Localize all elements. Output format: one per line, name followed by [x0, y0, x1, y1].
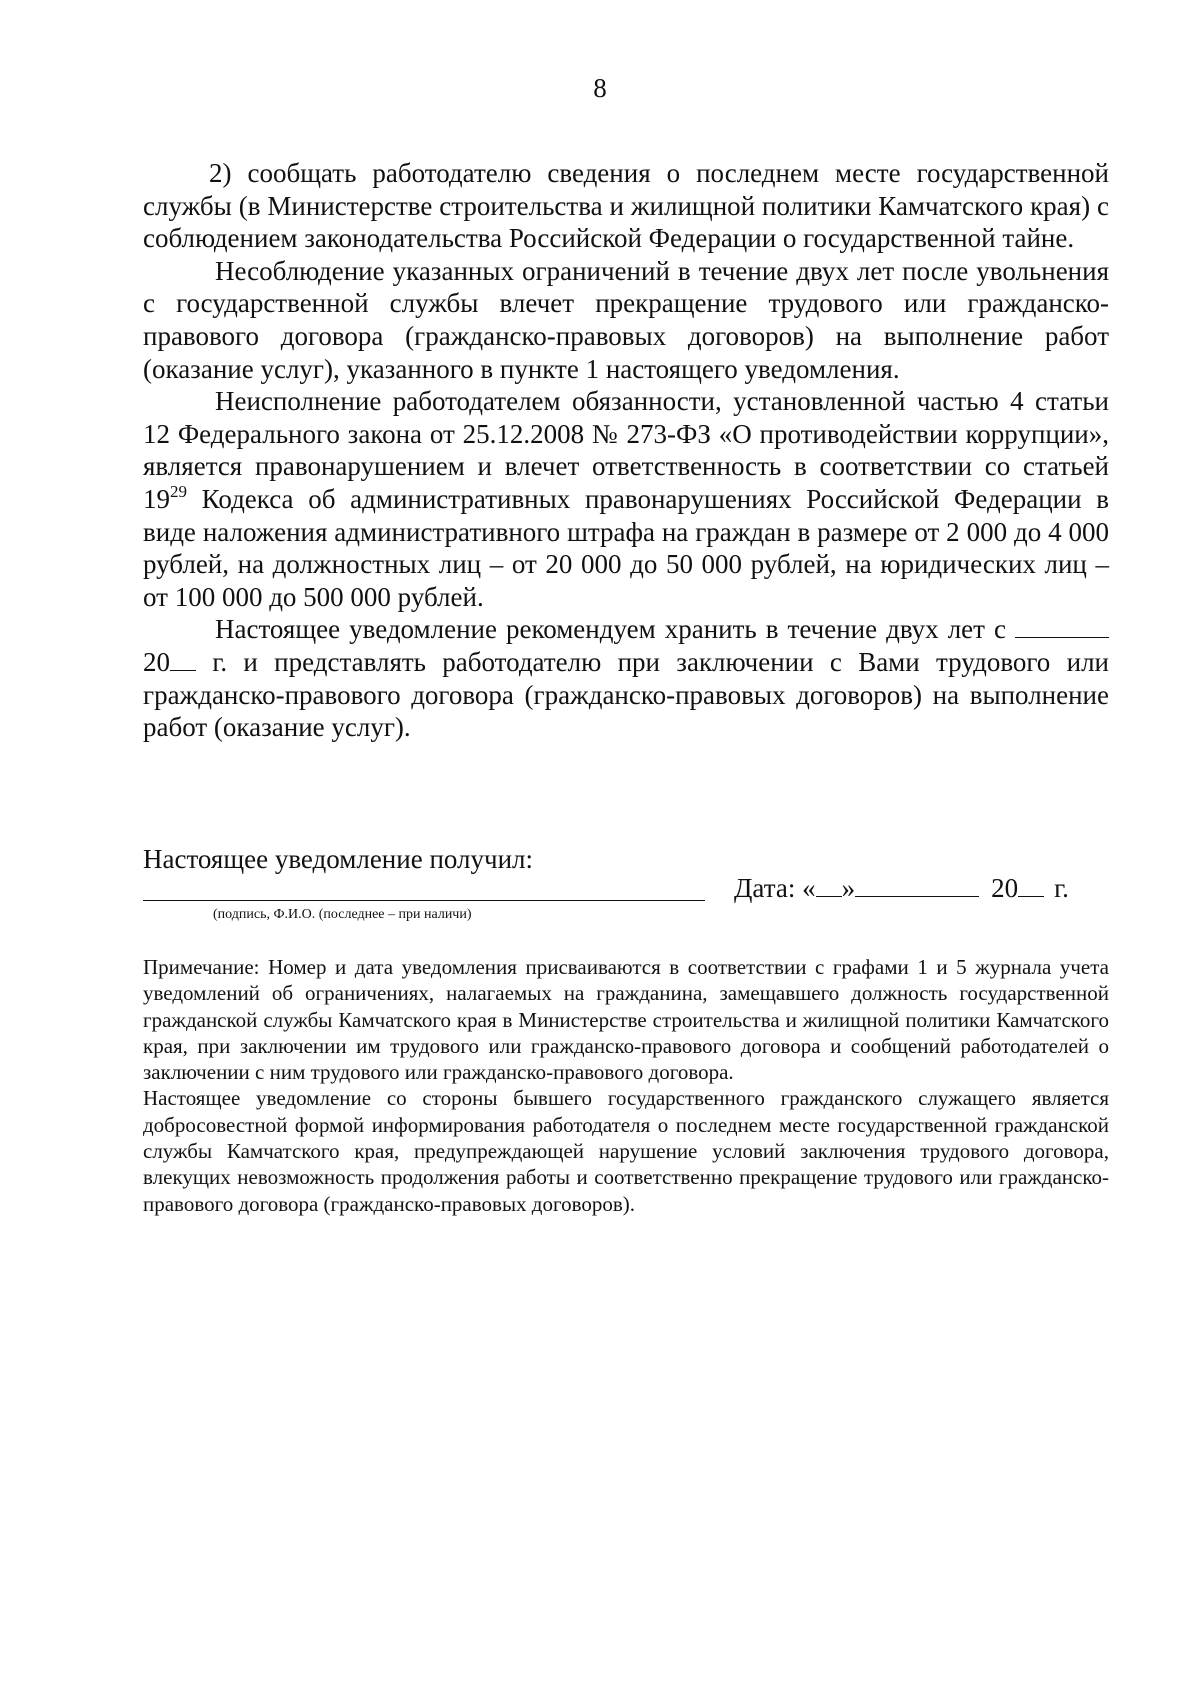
article-superscript: 29 — [170, 481, 187, 501]
paragraph-liability — [143, 385, 1109, 613]
date-label: Дата: « — [734, 873, 816, 903]
document-body — [143, 157, 1109, 744]
paragraph-employer-information: 2) сообщать работодателю сведения о последнем месте государственной службы (в Министерстве строительства и жилищной политики Камчатского края) с соблюдением законодательства Российской Федерации о государственной тайне. — [143, 158, 1109, 254]
receipt-date — [734, 872, 1069, 904]
date-year-suffix: г. — [1054, 873, 1069, 903]
day-blank — [816, 872, 842, 897]
signature-caption: (подпись, Ф.И.О. (последнее – при наличи) — [213, 907, 472, 922]
date-year-blank — [1018, 872, 1044, 897]
note-numbering: Примечание: Номер и дата уведомления присваиваются в соответствии с графами 1 и 5 журнала учета уведомлений об ограничениях, налагаемых на гражданина, замещавшего должность государственной гражданской службы Камчатского края в Министерстве строительства и жилищной политики Камчатского края, при заключении им трудового или гражданско-правового договора и сообщений работодателей о заключении с ним трудового или гражданско-правового договора. — [143, 955, 1109, 1085]
page-number: 8 — [593, 73, 607, 103]
date-year-prefix: 20 — [991, 873, 1019, 903]
liability-text-end: Кодекса об административных правонарушениях Российской Федерации в виде наложения административного штрафа на граждан в размере от 2 000 до 4 000 рублей, на должностных лиц – от 20 000 до 50 000 рублей, на юридических лиц – от 100 000 до 500 000 рублей. — [143, 483, 1109, 612]
month-blank — [855, 872, 979, 897]
year-blank — [170, 648, 196, 671]
signature-line — [143, 900, 705, 901]
paragraph-non-compliance: Несоблюдение указанных ограничений в течение двух лет после увольнения с государственной службы влечет прекращение трудового или гражданско-правового договора (гражданско-правовых договоров) на выполнение работ (оказание услуг), указанного в пункте 1 настоящего уведомления. — [143, 255, 1109, 384]
note-good-faith: Настоящее уведомление со стороны бывшего государственного гражданского служащего является добросовестной формой информирования работодателя о последнем месте государственной гражданской службы Камчатского края, предупреждающей нарушение условий заключения трудового договора, влекущих невозможность продолжения работы и соответственно прекращение трудового или гражданско-правового договора (гражданско-правовых договоров). — [143, 1086, 1109, 1216]
storage-text-rest: г. и представлять работодателю при заключении с Вами трудового или гражданско-правового договора (гражданско-правовых договоров) на выполнение работ (оказание услуг). — [143, 646, 1109, 743]
date-close-quote: » — [841, 873, 856, 903]
receipt-label: Настоящее уведомление получил: — [143, 844, 534, 874]
storage-year: 20 — [143, 646, 170, 677]
paragraph-storage-recommendation — [143, 613, 1109, 743]
storage-text-start: Настоящее уведомление рекомендуем хранить в течение двух лет с — [215, 614, 1006, 645]
date-blank — [1015, 615, 1109, 638]
liability-text-start: Неисполнение работодателем обязанности, установленной частью 4 статьи 12 Федерального закона от 25.12.2008 № 273-ФЗ «О противодействии коррупции», является правонарушением и влечет ответственность в соответствии со статьей 19 — [143, 386, 1109, 514]
note-block — [143, 954, 1109, 1217]
